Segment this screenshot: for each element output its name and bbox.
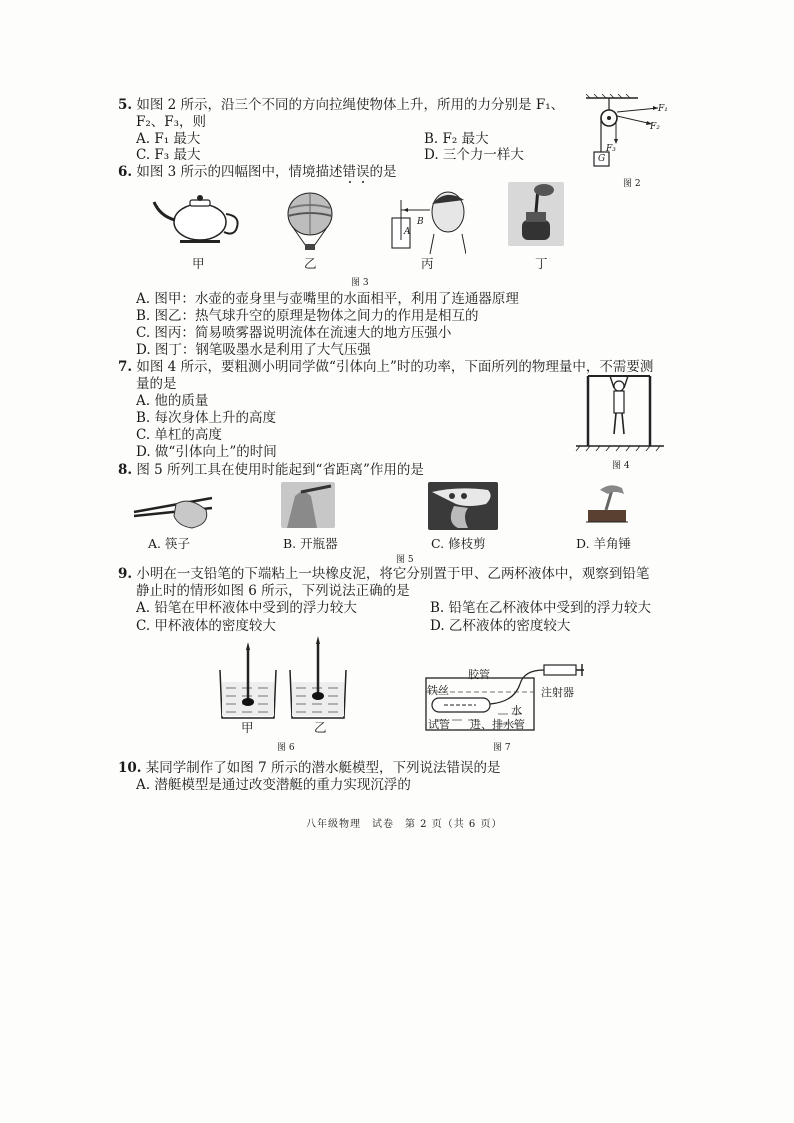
fig3-label-bing: 丙 <box>421 256 434 271</box>
figure-7-caption: 图 7 <box>493 743 511 753</box>
figure-5-caption: 图 5 <box>396 555 414 565</box>
q9-option-c: C. 甲杯液体的密度较大 <box>136 618 276 634</box>
q6-number: 6. <box>118 164 133 180</box>
q9-option-d: D. 乙杯液体的密度较大 <box>430 618 571 634</box>
q7-option-a: A. 他的质量 <box>136 393 209 409</box>
q9-line2: 静止时的情形如图 6 所示，下列说法正确的是 <box>136 583 410 599</box>
water-label: 水 <box>511 704 522 717</box>
f1-label: F₁ <box>658 104 668 114</box>
q5-option-d: D. 三个力一样大 <box>424 147 524 163</box>
q5-stem: 如图 2 所示，沿三个不同的方向拉绳使物体上升，所用的力分别是 F₁、 <box>136 97 565 113</box>
f3-label: F₃ <box>606 144 616 154</box>
fig6-label-jia: 甲 <box>241 720 254 735</box>
q10-number: 10. <box>118 760 142 776</box>
figure-6-caption: 图 6 <box>277 743 295 753</box>
q8-number: 8. <box>118 462 133 478</box>
label-a: A <box>404 227 411 237</box>
chopsticks-figure <box>130 490 216 534</box>
q7-number: 7. <box>118 359 133 375</box>
emphasis-dot <box>349 181 351 183</box>
q9-stem: 小明在一支铅笔的下端粘上一块橡皮泥，将它分别置于甲、乙两杯液体中，观察到铅笔 <box>136 566 650 582</box>
q6-option-b: B. 图乙：热气球升空的原理是物体之间力的作用是相互的 <box>136 308 479 324</box>
q10-stem: 某同学制作了如图 7 所示的潜水艇模型，下列说法错误的是 <box>145 760 501 776</box>
pipe-label: 进、排水管 <box>470 718 525 731</box>
q6-stem: 如图 3 所示的四幅图中，情境描述错误的是 <box>136 164 397 180</box>
emphasis-dot <box>362 181 364 183</box>
f2-label: F₂ <box>650 122 660 132</box>
fig6-label-yi: 乙 <box>314 720 327 735</box>
fig3-label-jia: 甲 <box>192 256 205 271</box>
q7-option-c: C. 单杠的高度 <box>136 427 222 443</box>
q7-line2: 量的是 <box>136 376 177 392</box>
q5-option-a: A. F₁ 最大 <box>136 131 201 147</box>
q6-option-d: D. 图丁：钢笔吸墨水是利用了大气压强 <box>136 342 371 358</box>
sprayer-figure <box>386 182 466 254</box>
figure-4-caption: 图 4 <box>612 461 630 471</box>
q9-option-b: B. 铅笔在乙杯液体中受到的浮力较大 <box>430 600 652 616</box>
q6-line <box>118 164 397 181</box>
q9-option-a: A. 铅笔在甲杯液体中受到的浮力较大 <box>136 600 357 616</box>
q7-option-d: D. 做“引体向上”的时间 <box>136 444 277 460</box>
q6-option-a: A. 图甲：水壶的壶身里与壶嘴里的水面相平，利用了连通器原理 <box>136 291 519 307</box>
q9-line1 <box>118 566 649 583</box>
q5-line1 <box>118 97 564 114</box>
pen-ink-photo <box>508 182 564 246</box>
pruning-shears-photo <box>428 482 498 530</box>
weight-g-label: G <box>598 154 606 164</box>
q5-option-b: B. F₂ 最大 <box>424 131 489 147</box>
q8-option-c: C. 修枝剪 <box>431 536 486 551</box>
q8-option-b: B. 开瓶器 <box>283 536 338 551</box>
beakers-figure <box>216 636 350 720</box>
q8-stem: 图 5 所列工具在使用时能起到“省距离”作用的是 <box>136 462 424 478</box>
teapot-figure <box>150 190 248 246</box>
test-tube-label: 试管 <box>428 718 450 731</box>
claw-hammer-figure <box>582 480 632 526</box>
fig3-label-ding: 丁 <box>535 256 548 271</box>
syringe-label: 注射器 <box>541 686 574 699</box>
wire-label: 铁丝 <box>427 684 449 697</box>
q5-option-c: C. F₃ 最大 <box>136 147 201 163</box>
figure-3-caption: 图 3 <box>351 278 369 288</box>
q8-option-a: A. 筷子 <box>148 536 190 551</box>
q9-number: 9. <box>118 566 133 582</box>
q5-number: 5. <box>118 97 133 113</box>
label-b: B <box>417 217 424 227</box>
bottle-opener-photo <box>281 482 335 528</box>
q8-option-d: D. 羊角锤 <box>576 536 632 551</box>
q10-option-a: A. 潜艇模型是通过改变潜艇的重力实现沉浮的 <box>136 777 411 793</box>
q7-stem: 如图 4 所示，要粗测小明同学做“引体向上”时的功率，下面所列的物理量中，不需要测 <box>136 359 654 375</box>
q8-line <box>118 462 424 479</box>
fig3-label-yi: 乙 <box>304 256 317 271</box>
hot-air-balloon-figure <box>280 192 340 252</box>
tube-label: 胶管 <box>468 668 490 681</box>
figure-2-caption: 图 2 <box>623 179 641 189</box>
pullup-figure <box>574 366 666 452</box>
q10-line <box>118 760 500 777</box>
q7-option-b: B. 每次身体上升的高度 <box>136 410 277 426</box>
q5-line2: F₂、F₃，则 <box>136 114 207 130</box>
page-footer: 八年级物理 试卷 第 2 页（共 6 页） <box>306 819 503 830</box>
q6-option-c: C. 图丙：简易喷雾器说明流体在流速大的地方压强小 <box>136 325 452 341</box>
